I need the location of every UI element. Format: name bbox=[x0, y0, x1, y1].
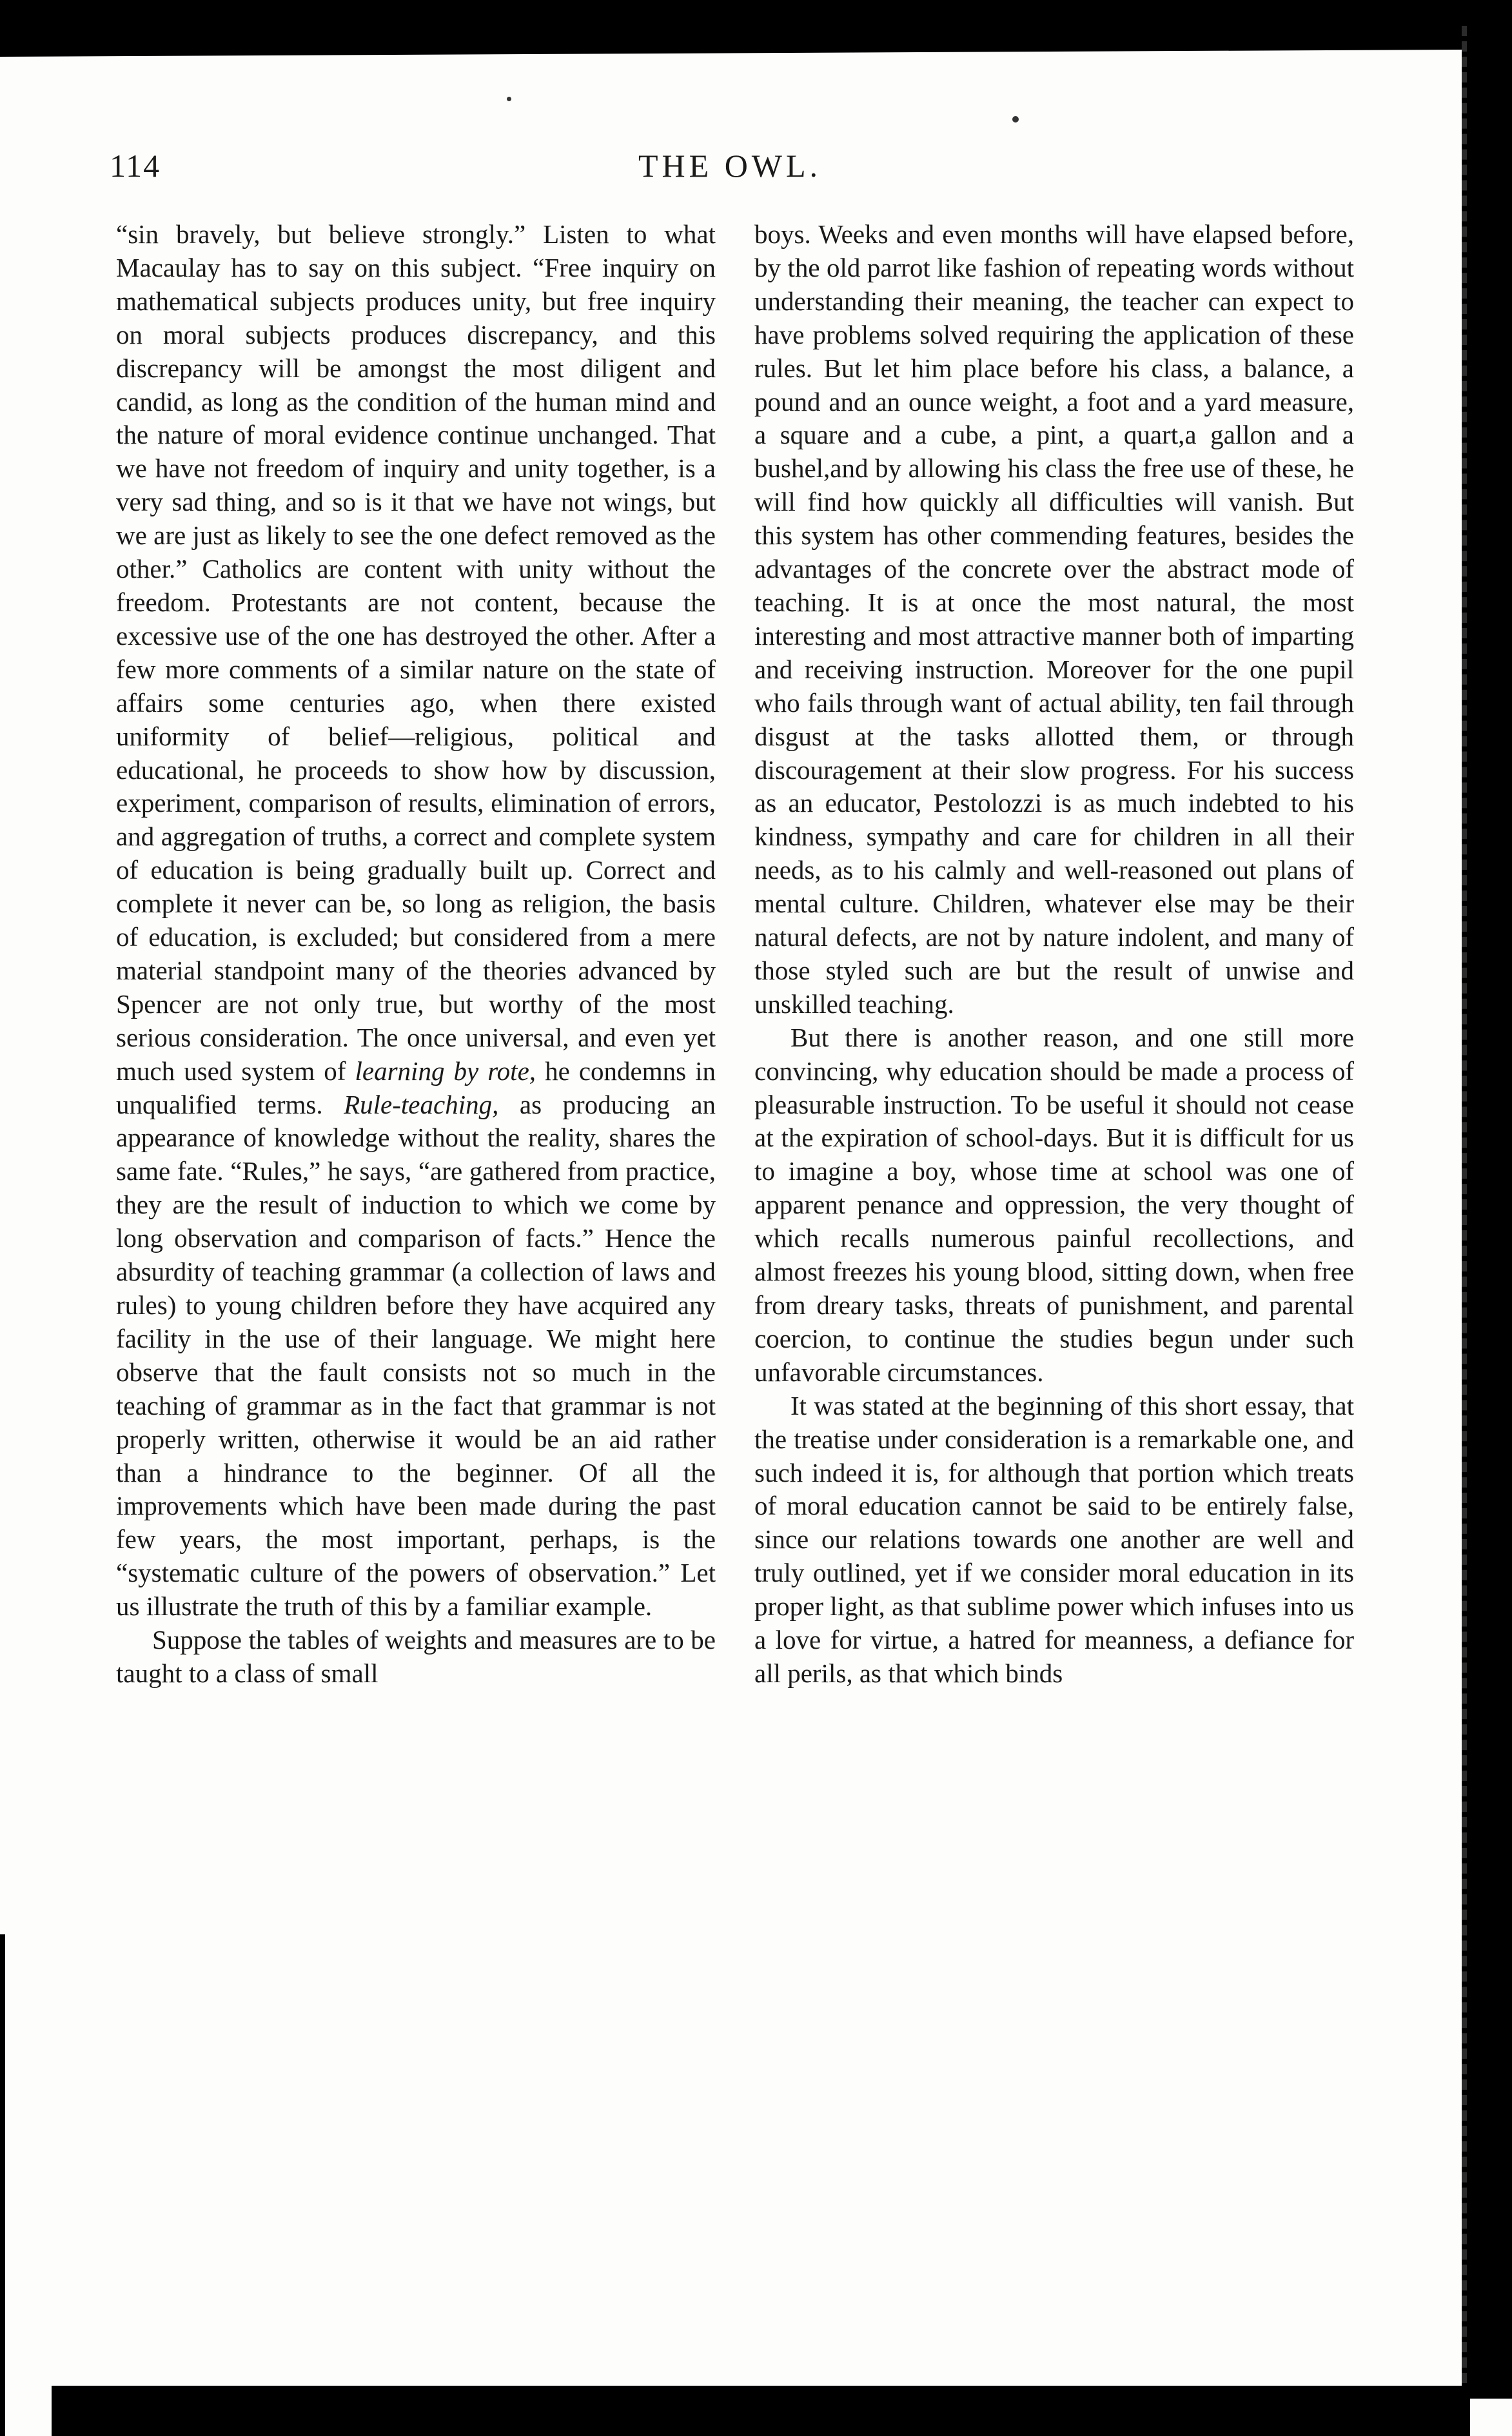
italic-phrase: Rule-teaching, bbox=[344, 1089, 499, 1119]
scan-border-left bbox=[0, 1934, 5, 2436]
left-paragraph-1 bbox=[116, 218, 716, 1624]
running-title: THE OWL. bbox=[638, 148, 822, 184]
text-run: as producing an appearance of knowledge without the reality, shares the same fate. “Rules,” he says, “are gathered from practice, they are the result of induction to which we come by long observation and comparison of facts.” Hence the absurdity of teaching grammar (a collection of laws and rules) to young children before they have acquired any facility in the use of their language. We might here observe that the fault consists not so much in the teaching of grammar as in the fact that grammar is not properly written, otherwise it would be an aid rather than a hindrance to the beginner. Of all the improvements which have been made during the past few years, the most important, perhaps, is the “systematic culture of the powers of observation.” Let us illustrate the truth of this by a familiar example. bbox=[116, 1089, 716, 1622]
left-paragraph-2: Suppose the tables of weights and measures are to be taught to a class of small bbox=[116, 1625, 716, 1688]
scan-border-top bbox=[0, 0, 1512, 57]
right-paragraph-2: But there is another reason, and one still more convincing, why education should be made a process of pleasurable instruction. To be useful it should not cease at the expiration of school-days. But it is difficult for us to imagine a boy, whose time at school was one of apparent penance and oppression, the very thought of which recalls numerous painful recollections, and almost freezes his young blood, sitting down, when free from dreary tasks, threats of punishment, and parental coercion, to continue the studies begun under such unfavorable circumstances. bbox=[754, 1022, 1354, 1387]
scan-border-right bbox=[1462, 26, 1512, 2399]
right-paragraph-1: boys. Weeks and even months will have elapsed before, by the old parrot like fashion of repeating words without understanding their meaning, the teacher can expect to have problems solved requiring the application of these rules. But let him place before his class, a balance, a pound and an ounce weight, a foot and a yard measure, a square and a cube, a pint, a quart,a gallon and a bushel,and by allowing his class the free use of these, he will find how quickly all difficulties will vanish. But this system has other commending features, besides the advantages of the concrete over the abstract mode of teaching. It is at once the most natural, the most interesting and most attractive manner both of imparting and receiving instruction. Moreover for the one pupil who fails through want of actual ability, ten fail through disgust at the tasks allotted them, or through discouragement at their slow progress. For his success as an educator, Pestolozzi is as much indebted to his kindness, sympathy and care for children in all their needs, as to his calmly and well-reasoned out plans of mental culture. Children, whatever else may be their natural defects, are not by nature indolent, and many of those styled such are but the result of unwise and unskilled teaching. bbox=[754, 219, 1354, 1019]
left-column bbox=[116, 218, 716, 1691]
scan-border-bottom bbox=[52, 2386, 1470, 2436]
book-page bbox=[110, 135, 1367, 2341]
page-header bbox=[110, 135, 1367, 193]
right-paragraph-3: It was stated at the beginning of this short essay, that the treatise under consideration is a remarkable one, and such indeed it is, for although that portion which treats of moral education cannot be said to be entirely false, since our relations towards one another are well and truly outlined, yet if we consider moral education in its proper light, as that sublime power which infuses into us a love for virtue, a hatred for meanness, a defiance for all perils, as that which binds bbox=[754, 1390, 1354, 1688]
text-run: he condemns in unqualified terms. bbox=[116, 1056, 716, 1119]
italic-phrase: learning by rote, bbox=[355, 1056, 536, 1086]
right-column bbox=[754, 218, 1354, 1691]
text-run: “sin bravely, but believe strongly.” Listen to what Macaulay has to say on this subject. “Free inquiry on mathematical subjects produces unity, but free inquiry on moral subjects produces discrepancy, and this discrepancy will be amongst the most diligent and candid, as long as the condition of the human mind and the nature of moral evidence continue unchanged. That we have not freedom of inquiry and unity together, is a very sad thing, and so is it that we have not wings, but we are just as likely to see the one defect removed as the other.” Catholics are content with unity without the freedom. Protestants are not content, because the excessive use of the one has destroyed the other. After a few more comments of a similar nature on the state of affairs some centuries ago, when there existed uniformity of belief—religious, political and educational, he proceeds to show how by discussion, experiment, comparison of results, elimination of errors, and aggregation of truths, a correct and complete system of education is being gradually built up. Correct and complete it never can be, so long as religion, the basis of education, is excluded; but considered from a mere material standpoint many of the theories advanced by Spencer are not only true, but worthy of the most serious consideration. The once universal, and even yet much used system of bbox=[116, 219, 716, 1086]
scan-speck bbox=[1012, 116, 1019, 123]
scan-speck bbox=[507, 97, 511, 101]
page-number: 114 bbox=[110, 148, 161, 184]
